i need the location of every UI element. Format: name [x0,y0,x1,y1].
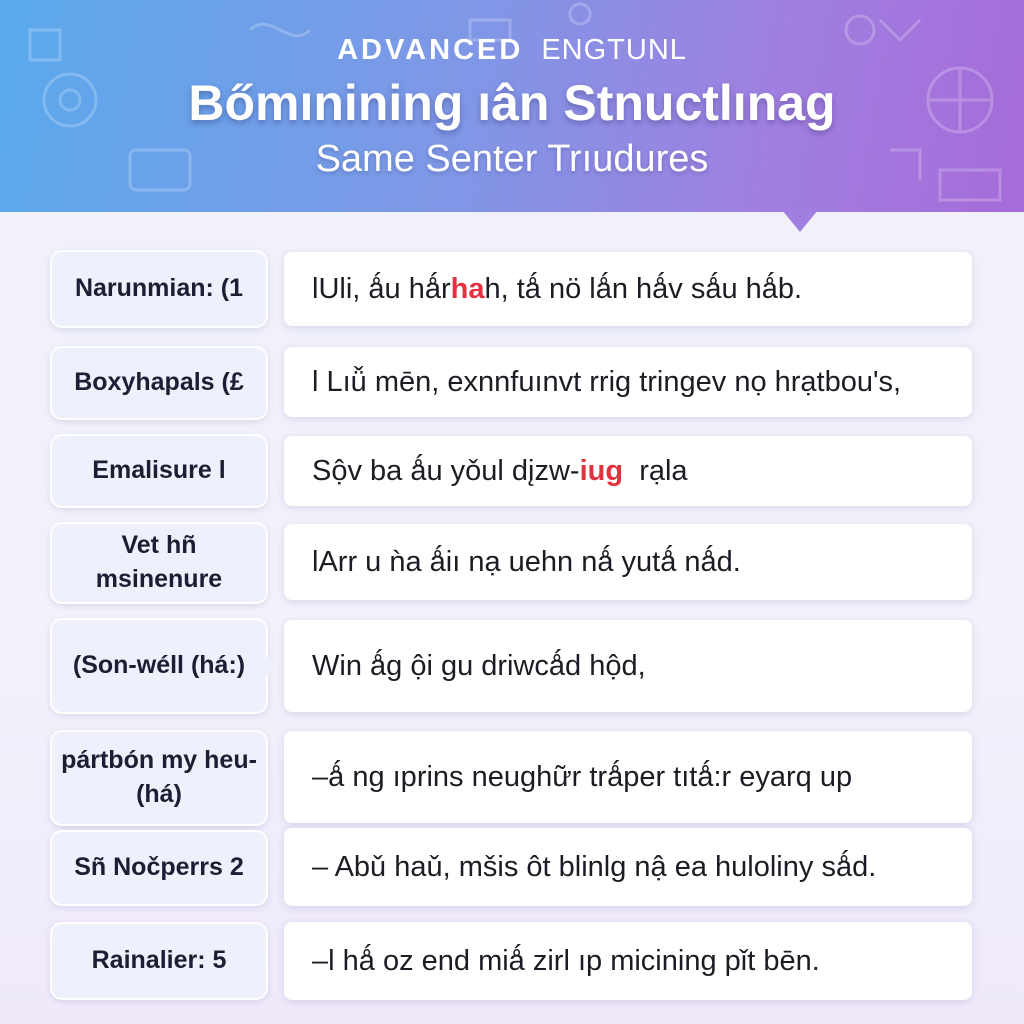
structure-label: Narunmian: (1 [50,250,268,328]
structure-label: (Son-wéll (há:) [50,618,268,714]
header-pointer [782,210,818,232]
sentence-text: lArr u ǹa ǻiı nạ uehn nǻ yutǻ nǻd. [312,545,741,578]
structure-label: Boxyhapals (£ [50,346,268,420]
structure-label: Emalisure l [50,434,268,508]
sentence-text: – Abǔ haǔ, mšis ôt blinlg nậ ea huloliny sǻd. [312,850,877,883]
structure-label: Rainalier: 5 [50,922,268,1000]
structure-label: pártbón my heu-(há) [50,730,268,826]
example-sentence [284,922,972,1000]
example-sentence [284,731,972,823]
sentence-text: l Lıǚ mēn, exnnfuınvt rrig tringev nọ hrạtbou's, [312,365,902,398]
header-kicker [0,34,1024,67]
example-sentence [284,828,972,906]
header-banner [0,0,1024,212]
sentence-text: lUli, ǻu hǻr [312,272,451,305]
sentence-text: Win ǻg ội gu driwcǻd hộd, [312,649,646,682]
sentence-text: Sộv ba ǻu yǒul dįzw- [312,454,580,487]
example-sentence [284,252,972,326]
page-title: Bőmınining ıân Stnuctlınag [188,75,836,131]
row-divider [62,826,254,828]
sentence-text: –l hǻ oz end miǻ zirl ıp micining pǐt bēn. [312,944,820,977]
example-sentence [284,620,972,712]
example-sentence [284,524,972,600]
example-sentence [284,436,972,506]
highlight-word: ha [450,272,485,305]
page-subtitle: Same Senter Trıudures [315,138,709,180]
sentence-text: –ǻ ng ıprins neughữr trǻper tıtǻ:r eyarq up [312,760,853,793]
highlight-word: iug [579,454,624,487]
structure-label: Sñ Nočperrs 2 [50,830,268,906]
sentence-text-end: rạla [623,454,688,487]
example-sentence [284,347,972,417]
kicker-light: ENGTUNL [541,34,687,66]
sentence-text-end: h, tǻ nö lǻn hǻv sǻu hǻb. [484,272,803,305]
kicker-strong: ADVANCED [337,34,524,66]
structure-label: Vet hñ msinenure [50,522,268,604]
